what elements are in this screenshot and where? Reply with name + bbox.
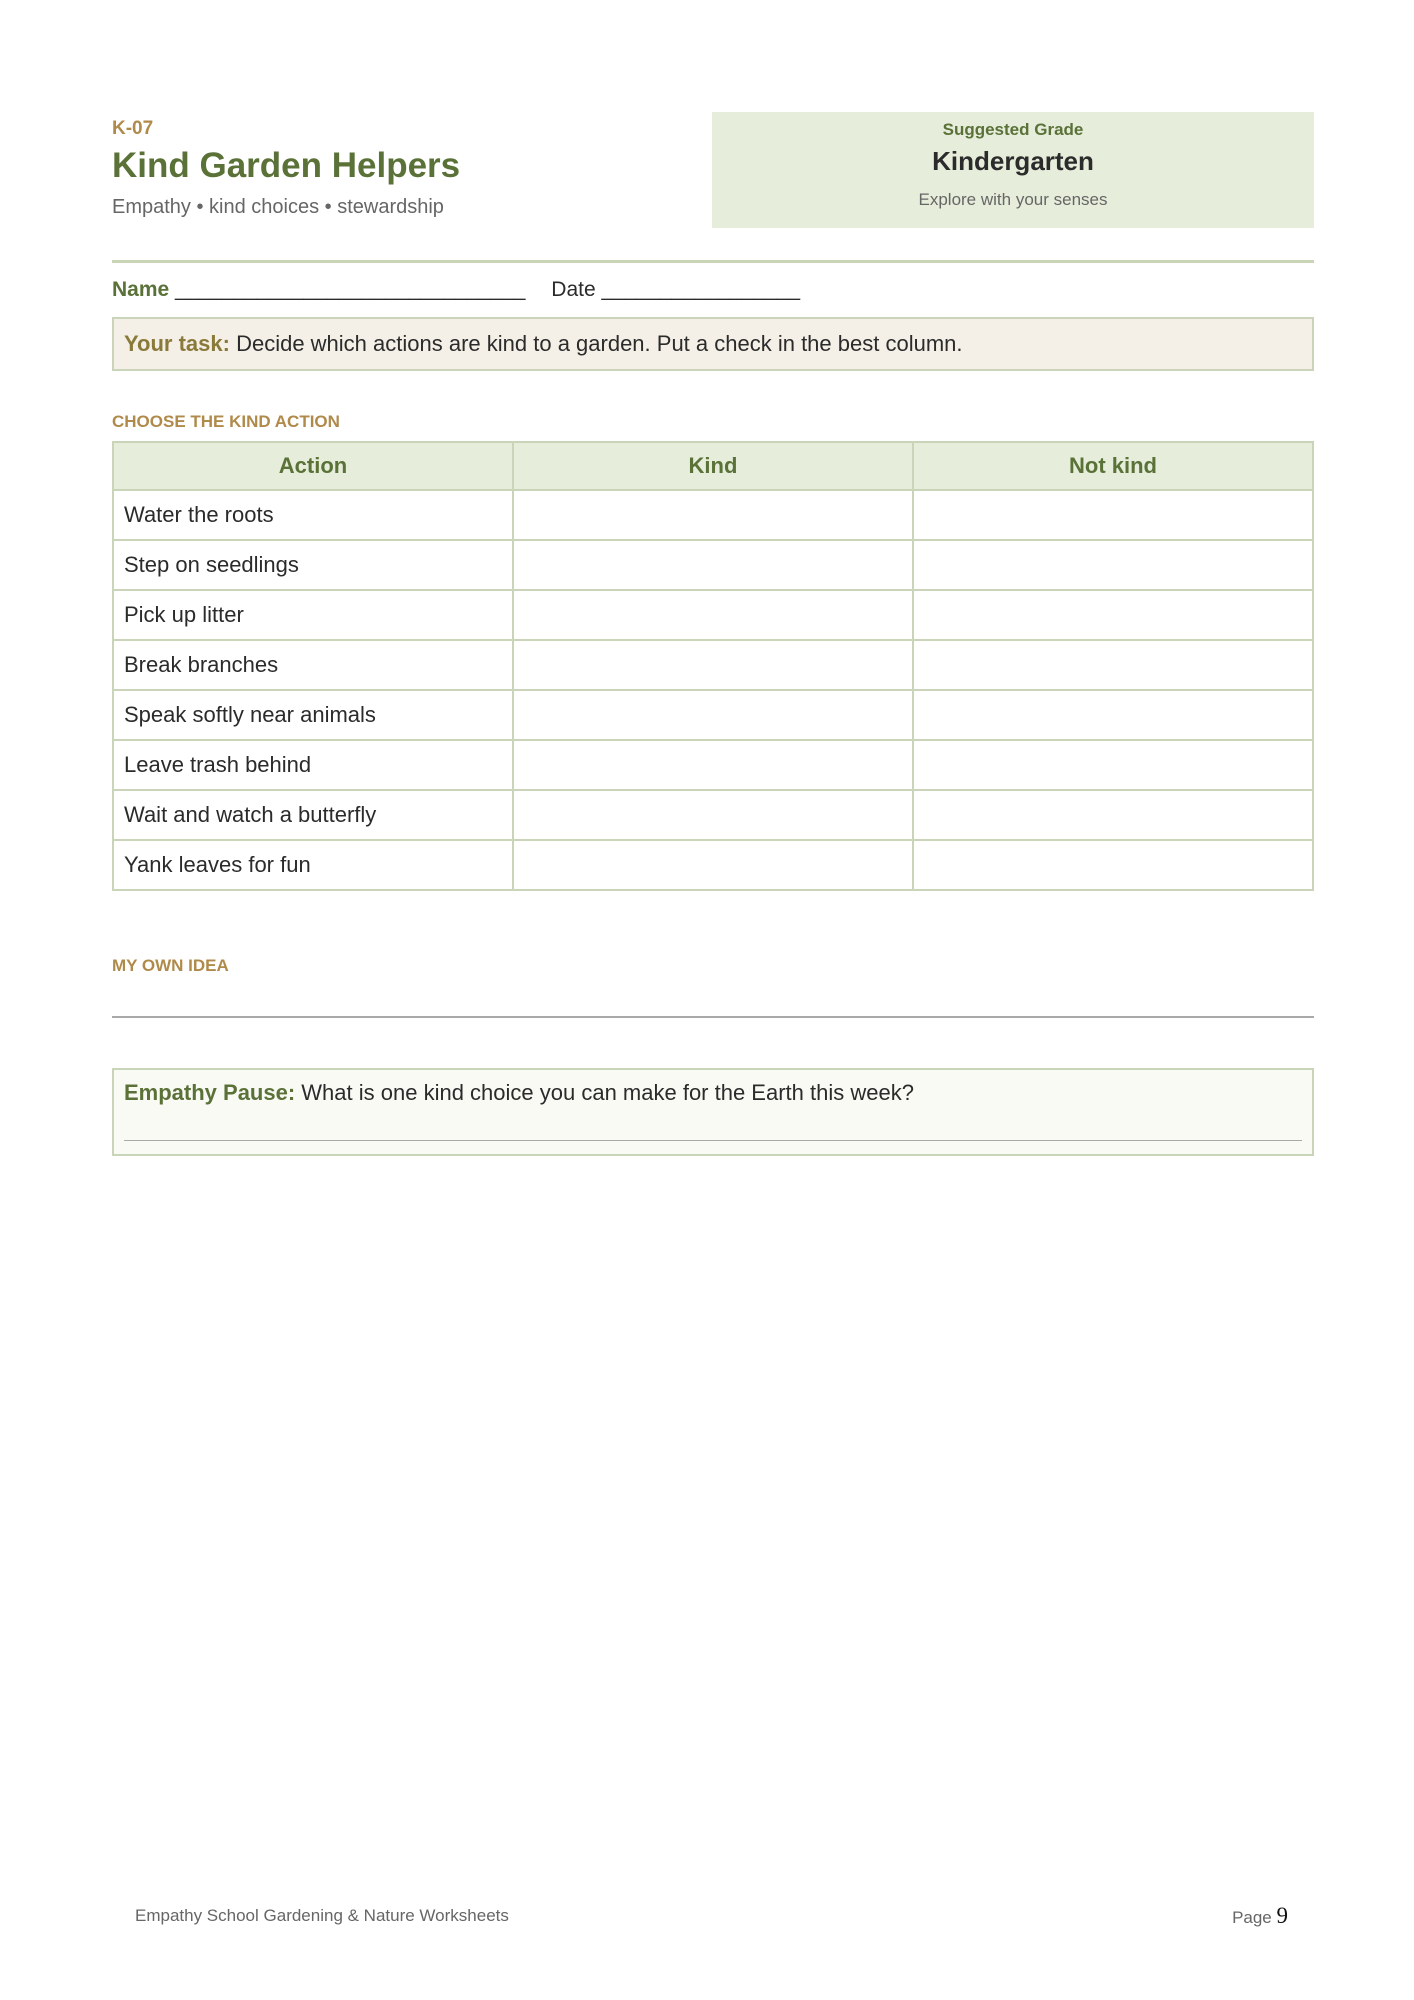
- table-row: [113, 590, 1313, 640]
- empathy-pause-question: What is one kind choice you can make for the Earth this week?: [301, 1080, 914, 1105]
- empathy-pause-box: [112, 1068, 1314, 1156]
- action-cell: Leave trash behind: [113, 740, 513, 790]
- action-cell: Yank leaves for fun: [113, 840, 513, 890]
- not-kind-check-cell[interactable]: [913, 640, 1313, 690]
- action-cell: Break branches: [113, 640, 513, 690]
- column-header-not-kind: Not kind: [913, 442, 1313, 490]
- footer-publisher: Empathy School Gardening & Nature Worksheets: [135, 1906, 509, 1925]
- date-label: Date: [551, 278, 596, 301]
- kind-check-cell[interactable]: [513, 740, 913, 790]
- page-number: 9: [1276, 1903, 1288, 1928]
- action-cell: Speak softly near animals: [113, 690, 513, 740]
- date-field[interactable]: _________________: [601, 278, 801, 301]
- table-header-row: [113, 442, 1313, 490]
- empathy-pause-writing-line[interactable]: [124, 1140, 1302, 1141]
- column-header-kind: Kind: [513, 442, 913, 490]
- kind-check-cell[interactable]: [513, 790, 913, 840]
- kind-check-cell[interactable]: [513, 690, 913, 740]
- section-heading-choose: CHOOSE THE KIND ACTION: [112, 412, 340, 431]
- page-label: Page: [1232, 1908, 1272, 1927]
- worksheet-code: K-07: [112, 118, 154, 139]
- task-instructions: [124, 331, 963, 357]
- kind-check-cell[interactable]: [513, 490, 913, 540]
- section-heading-idea: MY OWN IDEA: [112, 956, 229, 975]
- empathy-pause-label: Empathy Pause:: [124, 1080, 296, 1105]
- not-kind-check-cell[interactable]: [913, 790, 1313, 840]
- footer-page: [1232, 1903, 1288, 1929]
- name-label: Name: [112, 278, 170, 301]
- task-label: Your task:: [124, 331, 230, 356]
- idea-writing-line[interactable]: [112, 1016, 1314, 1018]
- grade-note: Explore with your senses: [918, 190, 1108, 209]
- kind-check-cell[interactable]: [513, 540, 913, 590]
- not-kind-check-cell[interactable]: [913, 840, 1313, 890]
- action-cell: Water the roots: [113, 490, 513, 540]
- worksheet-title: Kind Garden Helpers: [112, 146, 461, 185]
- empathy-pause-prompt: [124, 1080, 914, 1106]
- name-date-row: [112, 278, 800, 302]
- table-row: [113, 840, 1313, 890]
- sorting-table: [112, 441, 1314, 891]
- not-kind-check-cell[interactable]: [913, 690, 1313, 740]
- task-box: [112, 317, 1314, 371]
- table-row: [113, 690, 1313, 740]
- kind-check-cell[interactable]: [513, 590, 913, 640]
- table-row: [113, 790, 1313, 840]
- table-row: [113, 490, 1313, 540]
- task-text: Decide which actions are kind to a garden. Put a check in the best column.: [236, 331, 963, 356]
- worksheet-header: [112, 112, 1314, 262]
- grade-label: Suggested Grade: [942, 120, 1084, 139]
- header-divider: [112, 260, 1314, 263]
- action-cell: Wait and watch a butterfly: [113, 790, 513, 840]
- not-kind-check-cell[interactable]: [913, 490, 1313, 540]
- kind-check-cell[interactable]: [513, 640, 913, 690]
- table-row: [113, 640, 1313, 690]
- name-field[interactable]: ______________________________: [175, 278, 526, 301]
- not-kind-check-cell[interactable]: [913, 590, 1313, 640]
- not-kind-check-cell[interactable]: [913, 740, 1313, 790]
- table-row: [113, 740, 1313, 790]
- column-header-action: Action: [113, 442, 513, 490]
- action-cell: Pick up litter: [113, 590, 513, 640]
- worksheet-subtitle: Empathy • kind choices • stewardship: [112, 196, 444, 218]
- kind-check-cell[interactable]: [513, 840, 913, 890]
- not-kind-check-cell[interactable]: [913, 540, 1313, 590]
- action-cell: Step on seedlings: [113, 540, 513, 590]
- table-row: [113, 540, 1313, 590]
- grade-box: [712, 112, 1314, 228]
- grade-value: Kindergarten: [932, 146, 1094, 176]
